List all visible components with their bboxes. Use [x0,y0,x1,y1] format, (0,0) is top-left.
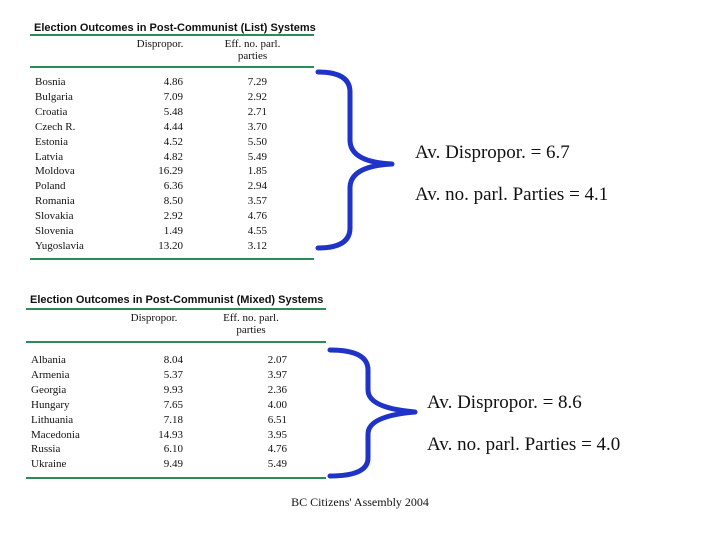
country-cell: Bulgaria [35,90,73,103]
parties-cell: 7.29 [247,76,267,88]
country-cell: Russia [31,443,61,456]
list-brace [318,72,392,248]
parties-cell: 1.85 [247,165,267,178]
mixed-avg-parties: Av. no. parl. Parties = 4.0 [427,434,621,455]
mixed-table-title: Election Outcomes in Post-Communist (Mixed) Systems [30,294,324,306]
dispropor-cell: 7.18 [163,413,183,426]
parties-cell: 4.76 [247,210,267,223]
mixed-col-dispropor-header: Dispropor. [130,312,178,324]
country-cell: Yugoslavia [35,239,84,252]
list-avg-dispropor: Av. Dispropor. = 6.7 [415,142,570,163]
dispropor-cell: 5.48 [163,105,183,118]
country-cell: Estonia [35,135,68,148]
dispropor-cell: 5.37 [163,368,183,381]
dispropor-cell: 2.92 [163,210,183,223]
mixed-avg-dispropor: Av. Dispropor. = 8.6 [427,392,582,413]
country-cell: Croatia [35,105,68,118]
country-cell: Moldova [35,165,75,178]
parties-cell: 3.12 [247,239,267,252]
mixed-brace [330,350,415,476]
dispropor-cell: 7.09 [163,90,183,103]
dispropor-cell: 8.04 [163,354,183,366]
country-cell: Poland [35,180,66,193]
dispropor-cell: 4.82 [163,150,183,163]
dispropor-cell: 6.36 [163,180,183,193]
dispropor-cell: 14.93 [158,428,183,441]
country-cell: Czech R. [35,120,76,133]
list-table-title: Election Outcomes in Post-Communist (List) Systems [34,22,316,34]
dispropor-cell: 16.29 [158,165,183,178]
dispropor-cell: 6.10 [163,443,183,456]
country-cell: Hungary [31,398,70,411]
country-cell: Albania [31,354,66,366]
dispropor-cell: 13.20 [158,239,183,252]
parties-cell: 4.55 [247,225,267,237]
dispropor-cell: 4.86 [163,76,183,88]
dispropor-cell: 4.52 [163,135,183,148]
country-cell: Romania [35,195,75,208]
dispropor-cell: 1.49 [163,225,183,237]
dispropor-cell: 4.44 [163,120,183,133]
parties-cell: 5.49 [247,150,267,163]
list-col-parties-header-line1: Eff. no. parl. [224,38,281,50]
parties-cell: 4.76 [267,443,287,456]
country-cell: Ukraine [31,458,67,471]
mixed-col-parties-header-line1: Eff. no. parl. [223,312,279,324]
parties-cell: 3.70 [247,120,267,133]
mixed-col-parties-header-line2: parties [236,324,266,336]
country-cell: Georgia [31,383,67,396]
country-cell: Armenia [31,368,70,381]
dispropor-cell: 7.65 [163,398,183,411]
list-avg-parties: Av. no. parl. Parties = 4.1 [415,184,609,205]
parties-cell: 2.94 [247,180,267,193]
parties-cell: 3.97 [267,368,287,381]
parties-cell: 2.36 [267,383,287,396]
parties-cell: 3.95 [267,428,287,441]
parties-cell: 2.92 [247,90,267,103]
dispropor-cell: 8.50 [163,195,183,208]
country-cell: Slovenia [35,225,74,237]
country-cell: Latvia [35,150,64,163]
list-col-dispropor-header: Dispropor. [136,38,184,50]
country-cell: Lithuania [31,413,74,426]
parties-cell: 4.00 [267,398,287,411]
dispropor-cell: 9.49 [163,458,183,471]
parties-cell: 6.51 [267,413,287,426]
parties-cell: 2.71 [247,105,267,118]
parties-cell: 3.57 [247,195,267,208]
list-col-parties-header-line2: parties [237,50,268,62]
parties-cell: 5.50 [247,135,267,148]
country-cell: Macedonia [31,428,80,441]
parties-cell: 2.07 [267,354,287,366]
parties-cell: 5.49 [267,458,287,471]
country-cell: Slovakia [35,210,74,223]
footer-credit: BC Citizens' Assembly 2004 [291,495,429,509]
dispropor-cell: 9.93 [163,383,183,396]
country-cell: Bosnia [35,76,66,88]
